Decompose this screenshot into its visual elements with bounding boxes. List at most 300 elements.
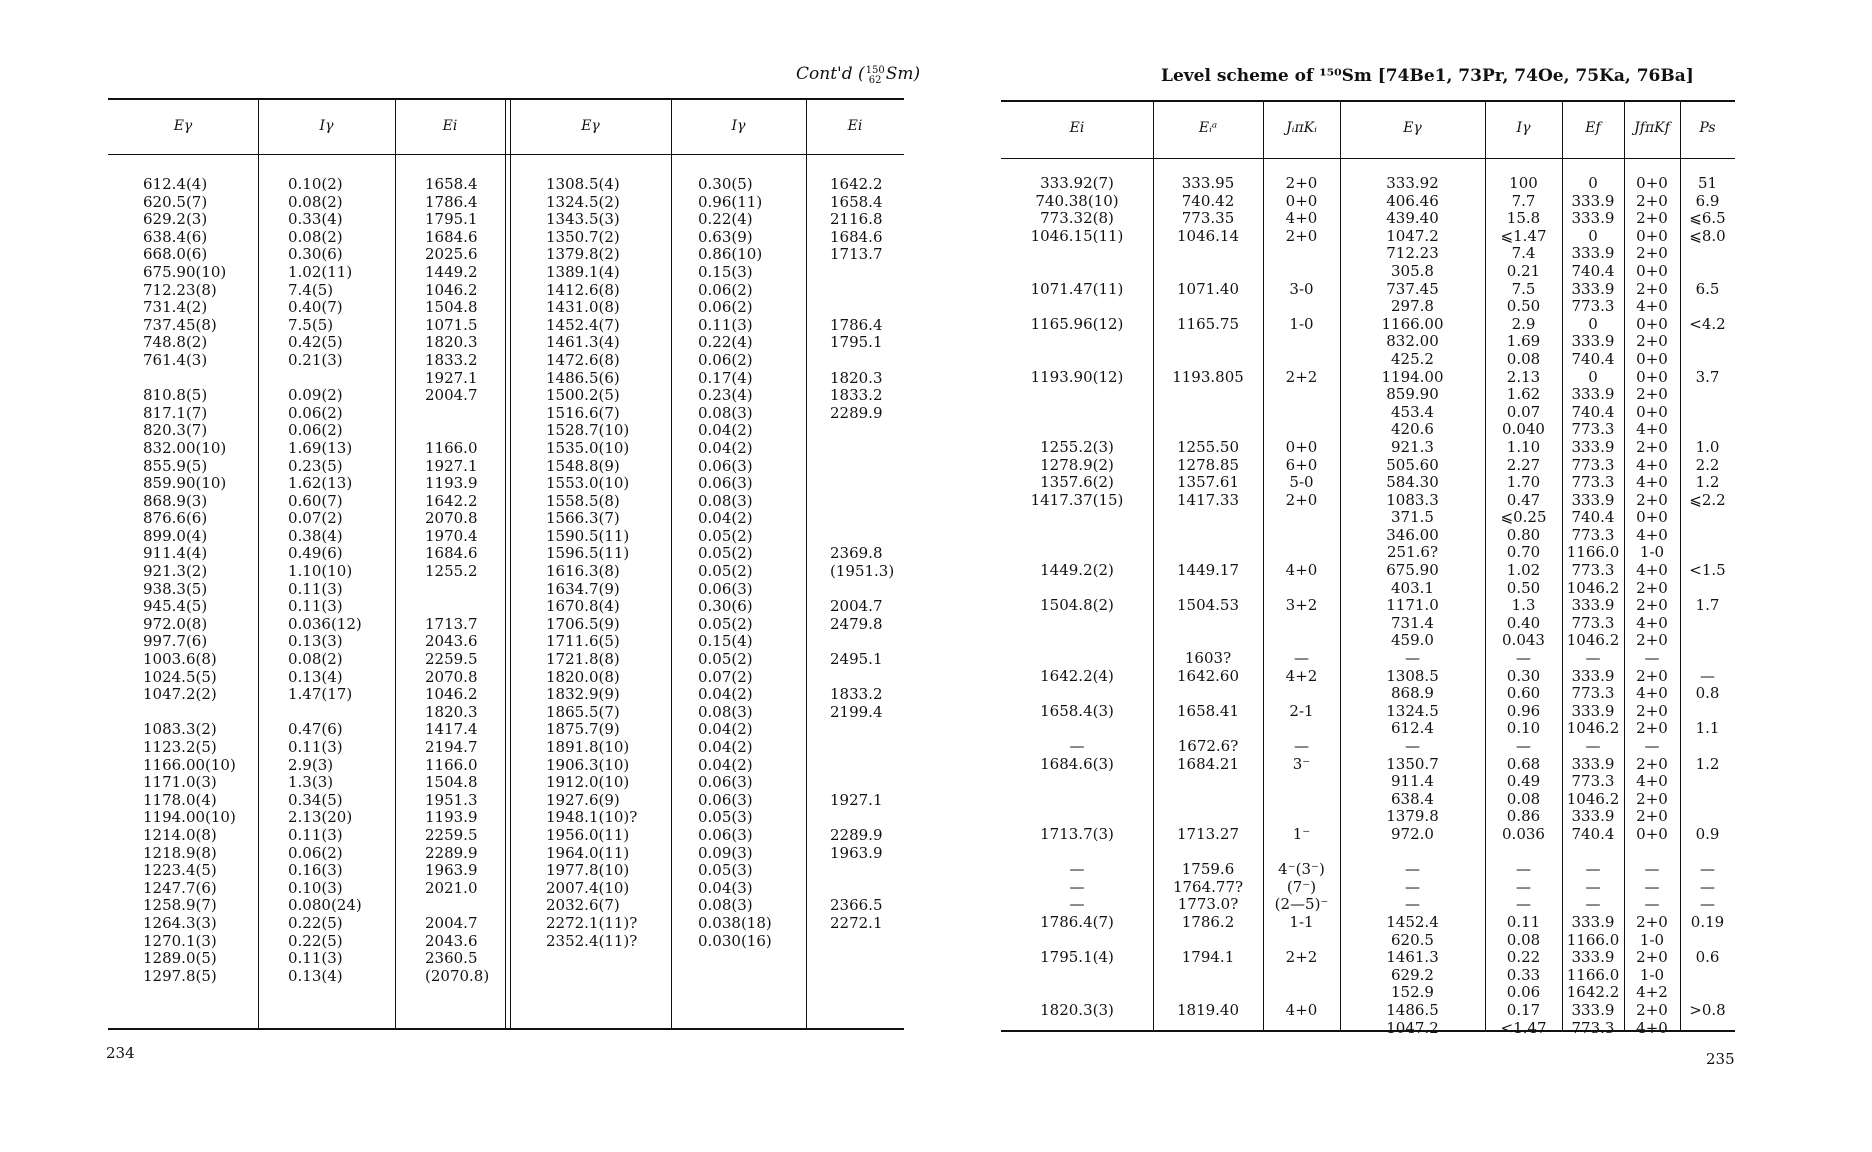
table-cell: 921.3(2) (143, 562, 208, 581)
table-cell: 1.47(17) (288, 685, 353, 704)
table-cell: 2+0 (1636, 912, 1668, 931)
table-cell: 1504.8 (425, 298, 478, 317)
table-cell: 1166.0 (1566, 543, 1620, 562)
table-cell: 1178.0(4) (143, 790, 217, 809)
table-cell (1153, 632, 1263, 650)
right-page-header: Level scheme of ¹⁵⁰Sm [74Be1, 73Pr, 74Oe, 75Ka, 76Ba] (1161, 66, 1694, 86)
table-cell: 2+0 (1636, 209, 1668, 228)
table-cell (830, 809, 894, 827)
table-cell: 1912.0(10) (546, 773, 630, 792)
table-cell (830, 493, 894, 511)
table-cell: 0.08(3) (698, 702, 753, 721)
table-cell: (2070.8) (425, 966, 490, 985)
table-cell: 773.3 (1571, 613, 1615, 632)
table-cell: 1711.6(5) (546, 632, 620, 651)
table-cell: 638.4(6) (143, 227, 208, 246)
table-cell (1680, 544, 1735, 562)
table-cell: 761.4(3) (143, 350, 208, 369)
table-cell: 584.30 (1386, 473, 1439, 492)
table-cell: 0.23(4) (698, 386, 753, 405)
table-cell: 1449.17 (1176, 561, 1240, 580)
table-cell: 2366.5 (830, 896, 883, 915)
table-cell: — (1405, 737, 1420, 755)
table-cell: 0+0 (1636, 314, 1668, 333)
table-cell: 1046.15(11) (1030, 226, 1124, 245)
column-header-egamma: Eγ (173, 118, 193, 134)
table-cell: — (1405, 649, 1420, 668)
table-cell: 0+0 (1636, 508, 1668, 527)
table-cell: 505.60 (1386, 455, 1439, 474)
table-cell: 1658.4(3) (1040, 701, 1114, 720)
table-cell: 1165.75 (1176, 314, 1240, 333)
table-cell: — (1294, 737, 1309, 755)
table-cell: 0.22(5) (288, 913, 343, 932)
table-cell: 1-0 (1639, 965, 1665, 984)
table-cell: 1417.37(15) (1030, 490, 1124, 509)
table-cell (1001, 333, 1153, 351)
ei-a-column (1153, 175, 1263, 1037)
ei-column (425, 176, 489, 985)
table-cell: 945.4(5) (143, 597, 208, 616)
table-cell: 1255.50 (1176, 437, 1240, 456)
table-cell: — (1069, 860, 1085, 879)
table-cell: 0.09(3) (698, 843, 753, 862)
table-cell: 1658.41 (1176, 701, 1240, 720)
table-cell: 620.5(7) (143, 192, 208, 211)
table-cell: 1721.8(8) (546, 650, 620, 669)
igamma-column (698, 176, 772, 950)
table-cell: 1820.0(8) (546, 667, 620, 686)
table-cell: 0.30(6) (698, 597, 753, 616)
table-cell: 333.9 (1571, 279, 1615, 298)
table-cell: 4⁻(3⁻) (1278, 860, 1325, 879)
table-cell (425, 405, 489, 423)
table-cell: 1.1 (1695, 719, 1720, 738)
table-cell: 773.3 (1571, 561, 1615, 580)
table-cell: 0.05(2) (698, 526, 753, 545)
table-cell: 0.40(7) (288, 298, 343, 317)
table-cell: 629.2 (1391, 965, 1434, 984)
table-cell: 921.3 (1391, 437, 1434, 456)
table-cell: 1389.1(4) (546, 262, 620, 281)
table-cell: 0.06(2) (288, 843, 343, 862)
table-cell: 2021.0 (425, 878, 478, 897)
table-cell (830, 352, 894, 370)
table-cell: 1194.00 (1381, 367, 1444, 386)
table-cell: 1590.5(11) (546, 526, 630, 545)
table-cell: 731.4(2) (143, 298, 208, 317)
table-cell: 439.40 (1386, 209, 1439, 228)
table-cell: 1865.5(7) (546, 702, 620, 721)
table-cell: 1794.1 (1181, 948, 1235, 967)
table-cell (1680, 773, 1735, 791)
table-cell: 4+2 (1285, 666, 1318, 685)
table-cell: 1193.90(12) (1030, 367, 1124, 386)
table-cell: 740.4 (1571, 261, 1615, 280)
table-cell: 712.23(8) (143, 280, 217, 299)
table-cell: 0.10(3) (288, 878, 343, 897)
table-cell: 0.038(18) (698, 913, 772, 932)
table-cell (1001, 421, 1153, 439)
column-header-egamma: Eγ (1403, 120, 1422, 136)
table-cell (1263, 932, 1340, 950)
table-cell: 0.11(3) (698, 315, 753, 334)
table-cell (830, 633, 894, 651)
table-cell (1680, 615, 1735, 633)
table-cell: 1.69 (1506, 332, 1541, 351)
table-cell: 4+0 (1636, 561, 1668, 580)
table-cell: 1795.1(4) (1040, 948, 1114, 967)
table-cell: 2.9(3) (288, 755, 334, 774)
table-cell: 712.23 (1386, 244, 1439, 263)
table-cell: — (1644, 895, 1660, 914)
table-cell (1680, 632, 1735, 650)
table-cell: (2—5)⁻ (1274, 895, 1329, 914)
table-cell: 1083.3(2) (143, 720, 217, 739)
table-cell: 4+2 (1636, 983, 1668, 1002)
table-cell: 1324.5 (1386, 701, 1439, 720)
table-cell: 1977.8(10) (546, 861, 630, 880)
table-cell (1153, 580, 1263, 598)
table-cell: 0.13(4) (288, 966, 343, 985)
column-header-egamma: Eγ (581, 118, 600, 134)
table-cell: 0.47 (1506, 490, 1541, 509)
table-cell: 2+2 (1285, 367, 1318, 386)
table-cell: 0.60 (1506, 684, 1541, 703)
table-cell: 1970.4 (425, 526, 478, 545)
table-cell: 2.2 (1695, 455, 1720, 474)
table-cell: 2+2 (1285, 948, 1318, 967)
table-cell: — (1069, 877, 1085, 896)
table-cell: 773.3 (1571, 473, 1615, 492)
table-cell: 1875.7(9) (546, 720, 620, 739)
table-cell: 333.92(7) (1040, 174, 1114, 192)
table-cell: 2272.1(11)? (546, 913, 638, 932)
jf-kf-column (1624, 175, 1680, 1037)
ei-column (1001, 175, 1153, 1037)
table-cell: 2070.8 (425, 509, 478, 528)
table-cell: 817.1(7) (143, 403, 208, 422)
table-cell: 0.04(2) (698, 738, 753, 756)
table-cell: 1⁻ (1292, 824, 1311, 843)
table-cell (1263, 773, 1340, 791)
table-cell: 668.0(6) (143, 245, 208, 264)
table-cell (1153, 527, 1263, 545)
table-cell: 0.06(3) (698, 474, 753, 493)
table-cell: 0.19 (1690, 912, 1725, 931)
table-cell (1153, 685, 1263, 703)
table-cell: 1713.7(3) (1040, 824, 1114, 843)
table-cell: 0.8 (1695, 684, 1720, 703)
table-cell (1562, 844, 1624, 862)
table-cell: 1500.2(5) (546, 386, 620, 405)
table-cell: 1218.9(8) (143, 843, 217, 862)
table-cell (1001, 650, 1153, 668)
table-cell: 2+0 (1636, 754, 1668, 773)
table-cell: — (1069, 895, 1085, 914)
ps-column (1680, 175, 1735, 1037)
table-cell: 420.6 (1391, 420, 1434, 439)
table-cell (425, 897, 489, 915)
table-cell: — (1516, 737, 1531, 755)
table-cell: 972.0(8) (143, 614, 208, 633)
table-cell: 1759.6 (1181, 860, 1235, 879)
table-cell: 832.00 (1386, 332, 1439, 351)
table-cell: — (1585, 860, 1601, 879)
table-cell: 2-1 (1289, 701, 1314, 720)
table-cell: 4+0 (1285, 209, 1318, 228)
table-cell (1001, 967, 1153, 985)
table-cell: 2259.5 (425, 825, 478, 844)
table-cell (830, 282, 894, 300)
table-cell: 2007.4(10) (546, 878, 630, 897)
table-cell: 773.3 (1571, 455, 1615, 474)
table-cell: 1-0 (1639, 930, 1665, 949)
table-cell: 773.3 (1571, 1018, 1615, 1037)
table-cell: 773.3 (1571, 684, 1615, 703)
egamma-column (1340, 175, 1485, 1037)
table-cell: 1.2 (1695, 473, 1720, 492)
left-page-header: Cont'd (150 62 Sm) (796, 64, 921, 86)
table-cell (1680, 932, 1735, 950)
table-cell (1263, 544, 1340, 562)
table-header-rule (108, 154, 904, 155)
table-cell: 1270.1(3) (143, 931, 217, 950)
table-cell: 612.4(4) (143, 175, 208, 193)
table-cell: 675.90 (1386, 561, 1439, 580)
ji-ki-column (1263, 175, 1340, 1037)
column-header-jf-kf: JfπKf (1634, 120, 1670, 136)
table-cell: 333.9 (1571, 596, 1615, 615)
table-cell: 1166.00 (1381, 314, 1444, 333)
table-cell: 0.05(2) (698, 562, 753, 581)
table-cell: 2369.8 (830, 544, 883, 563)
table-cell: 1343.5(3) (546, 210, 620, 229)
table-cell: 2004.7 (425, 386, 478, 405)
table-cell: 0.08 (1506, 930, 1541, 949)
table-cell: 0.08(3) (698, 403, 753, 422)
table-cell: — (1585, 737, 1601, 755)
table-cell (1680, 298, 1735, 316)
table-cell: 1-0 (1289, 314, 1314, 333)
table-cell: <4.2 (1689, 314, 1726, 333)
table-cell: 7.7 (1511, 191, 1536, 210)
table-cell: 0.11(3) (288, 949, 343, 968)
table-cell: 0.38(4) (288, 526, 343, 545)
table-cell: 748.8(2) (143, 333, 208, 352)
table-cell: 0.15(3) (698, 262, 753, 281)
table-cell: 1833.2 (425, 350, 478, 369)
table-cell: 868.9 (1391, 684, 1434, 703)
column-header-ei: Ei (1069, 120, 1085, 136)
table-cell: 1083.3 (1386, 490, 1439, 509)
table-cell: 0 (1588, 174, 1598, 192)
table-cell: (1951.3) (830, 562, 895, 581)
table-cell: 0.04(2) (698, 438, 753, 457)
table-cell: 0 (1588, 367, 1598, 386)
table-cell: 1264.3(3) (143, 913, 217, 932)
table-cell (1153, 791, 1263, 809)
table-cell (1680, 738, 1735, 756)
table-cell (1624, 844, 1680, 862)
table-cell (1001, 263, 1153, 281)
table-cell (1680, 386, 1735, 404)
table-cell: 1891.8(10) (546, 738, 630, 756)
table-cell: 251.6? (1387, 543, 1438, 562)
table-cell (1263, 245, 1340, 263)
table-cell: 1-0 (1639, 543, 1665, 562)
table-cell (1001, 245, 1153, 263)
table-cell: 0.08 (1506, 789, 1541, 808)
table-cell: 0.11(3) (288, 579, 343, 598)
table-cell: 1684.6(3) (1040, 754, 1114, 773)
table-cell (830, 264, 894, 282)
table-cell: 1047.2 (1386, 226, 1439, 245)
table-cell: 1504.8(2) (1040, 596, 1114, 615)
table-cell (1680, 808, 1735, 826)
table-cell: 773.3 (1571, 525, 1615, 544)
table-cell: 4+0 (1636, 684, 1668, 703)
table-cell: 740.4 (1571, 508, 1615, 527)
table-cell (1263, 844, 1340, 862)
table-cell: — (1585, 649, 1601, 668)
table-cell: 1948.1(10)? (546, 808, 638, 827)
table-top-rule (108, 98, 904, 100)
table-cell: 2272.1 (830, 913, 883, 932)
ei-column (830, 176, 894, 950)
table-cell: 1786.2 (1181, 912, 1235, 931)
table-cell (1680, 1020, 1735, 1038)
table-cell: 305.8 (1391, 261, 1434, 280)
table-cell: 0.07 (1506, 402, 1541, 421)
table-cell (1263, 527, 1340, 545)
table-cell: 7.5 (1511, 279, 1536, 298)
column-divider (258, 100, 259, 1028)
table-cell: 1820.3(3) (1040, 1000, 1114, 1019)
table-cell (1001, 580, 1153, 598)
table-cell: 0.08 (1506, 349, 1541, 368)
table-cell: 1.3(3) (288, 773, 334, 792)
table-cell: 2+0 (1636, 437, 1668, 456)
table-cell: 0.07(2) (288, 509, 343, 528)
table-cell (1680, 650, 1735, 668)
table-cell (1680, 967, 1735, 985)
table-cell: 1.2 (1695, 754, 1720, 773)
table-cell: 100 (1509, 174, 1538, 192)
table-cell: 1670.8(4) (546, 597, 620, 616)
table-cell: 0.49(6) (288, 544, 343, 563)
table-cell: 0.06(2) (288, 421, 343, 440)
table-cell: 2+0 (1636, 578, 1668, 597)
table-cell (425, 598, 489, 616)
table-cell: 1.7 (1695, 596, 1720, 615)
table-cell: 612.4 (1391, 719, 1434, 738)
table-cell: 1558.5(8) (546, 491, 620, 510)
table-cell: 1223.4(5) (143, 861, 217, 880)
table-cell: 2495.1 (830, 650, 883, 669)
table-cell (830, 862, 894, 880)
table-cell: 2199.4 (830, 702, 883, 721)
table-cell: 333.9 (1571, 807, 1615, 826)
table-cell: 0.05(2) (698, 544, 753, 563)
table-cell: ⩽8.0 (1689, 226, 1726, 245)
table-cell: 1927.1 (425, 368, 478, 387)
table-cell: — (1405, 860, 1420, 879)
table-cell (830, 510, 894, 528)
table-cell: 2259.5 (425, 650, 478, 669)
page-number: 234 (106, 1044, 135, 1062)
table-cell: 0.22(5) (288, 931, 343, 950)
table-cell: 406.46 (1386, 191, 1439, 210)
table-cell: — (1700, 877, 1715, 896)
table-cell (1263, 808, 1340, 826)
table-cell: — (1516, 649, 1531, 668)
table-cell: 2289.9 (830, 403, 883, 422)
table-cell: 1548.8(9) (546, 456, 620, 475)
table-cell: 0.04(2) (698, 755, 753, 774)
table-cell: 868.9(3) (143, 491, 208, 510)
table-cell (1680, 580, 1735, 598)
table-cell: 0+0 (1636, 226, 1668, 245)
table-cell (1263, 421, 1340, 439)
table-cell (1263, 984, 1340, 1002)
table-cell: 0.04(2) (698, 509, 753, 528)
column-header-ei-a: Eᵢᵃ (1198, 120, 1218, 136)
table-cell: 4+0 (1636, 297, 1668, 316)
table-cell: 2070.8 (425, 667, 478, 686)
table-cell: 0.9 (1695, 824, 1720, 843)
table-cell (1263, 791, 1340, 809)
table-cell: 4+0 (1636, 473, 1668, 492)
table-cell: 0+0 (1636, 824, 1668, 843)
table-cell: 0.11(3) (288, 825, 343, 844)
table-cell: — (1700, 895, 1715, 914)
table-cell: 1308.5(4) (546, 175, 620, 193)
table-cell: 0.17(4) (698, 368, 753, 387)
table-cell: 1795.1 (425, 210, 478, 229)
table-cell (830, 669, 894, 687)
table-cell: 0.96 (1506, 701, 1541, 720)
table-cell: 2+0 (1636, 244, 1668, 263)
table-cell: 820.3(7) (143, 421, 208, 440)
table-cell (1001, 791, 1153, 809)
table-cell: 1247.7(6) (143, 878, 217, 897)
table-cell: 152.9 (1391, 983, 1434, 1002)
table-cell: 0.06(3) (698, 773, 753, 792)
table-cell: 3-0 (1289, 279, 1314, 298)
table-cell: 855.9(5) (143, 456, 208, 475)
table-cell: 0.15(4) (698, 632, 753, 651)
table-cell: 51 (1697, 174, 1718, 192)
table-cell: 0.16(3) (288, 861, 343, 880)
column-header-ji-ki: JᵢπKᵢ (1286, 120, 1317, 136)
table-cell: 333.9 (1571, 948, 1615, 967)
table-cell: 2289.9 (425, 843, 478, 862)
table-cell: 0.50 (1506, 578, 1541, 597)
column-header-igamma: Iγ (1516, 120, 1531, 136)
table-cell (1263, 632, 1340, 650)
table-cell: 0.04(2) (698, 421, 753, 440)
table-cell: 6+0 (1285, 455, 1318, 474)
table-cell (830, 528, 894, 546)
table-cell: 0.040 (1502, 420, 1545, 439)
table-cell: 0+0 (1285, 437, 1318, 456)
table-cell: 0.21 (1506, 261, 1541, 280)
table-cell: 1449.2(2) (1040, 561, 1114, 580)
table-cell: 2479.8 (830, 614, 883, 633)
table-cell: 1634.7(9) (546, 579, 620, 598)
table-cell: 859.90 (1386, 385, 1439, 404)
